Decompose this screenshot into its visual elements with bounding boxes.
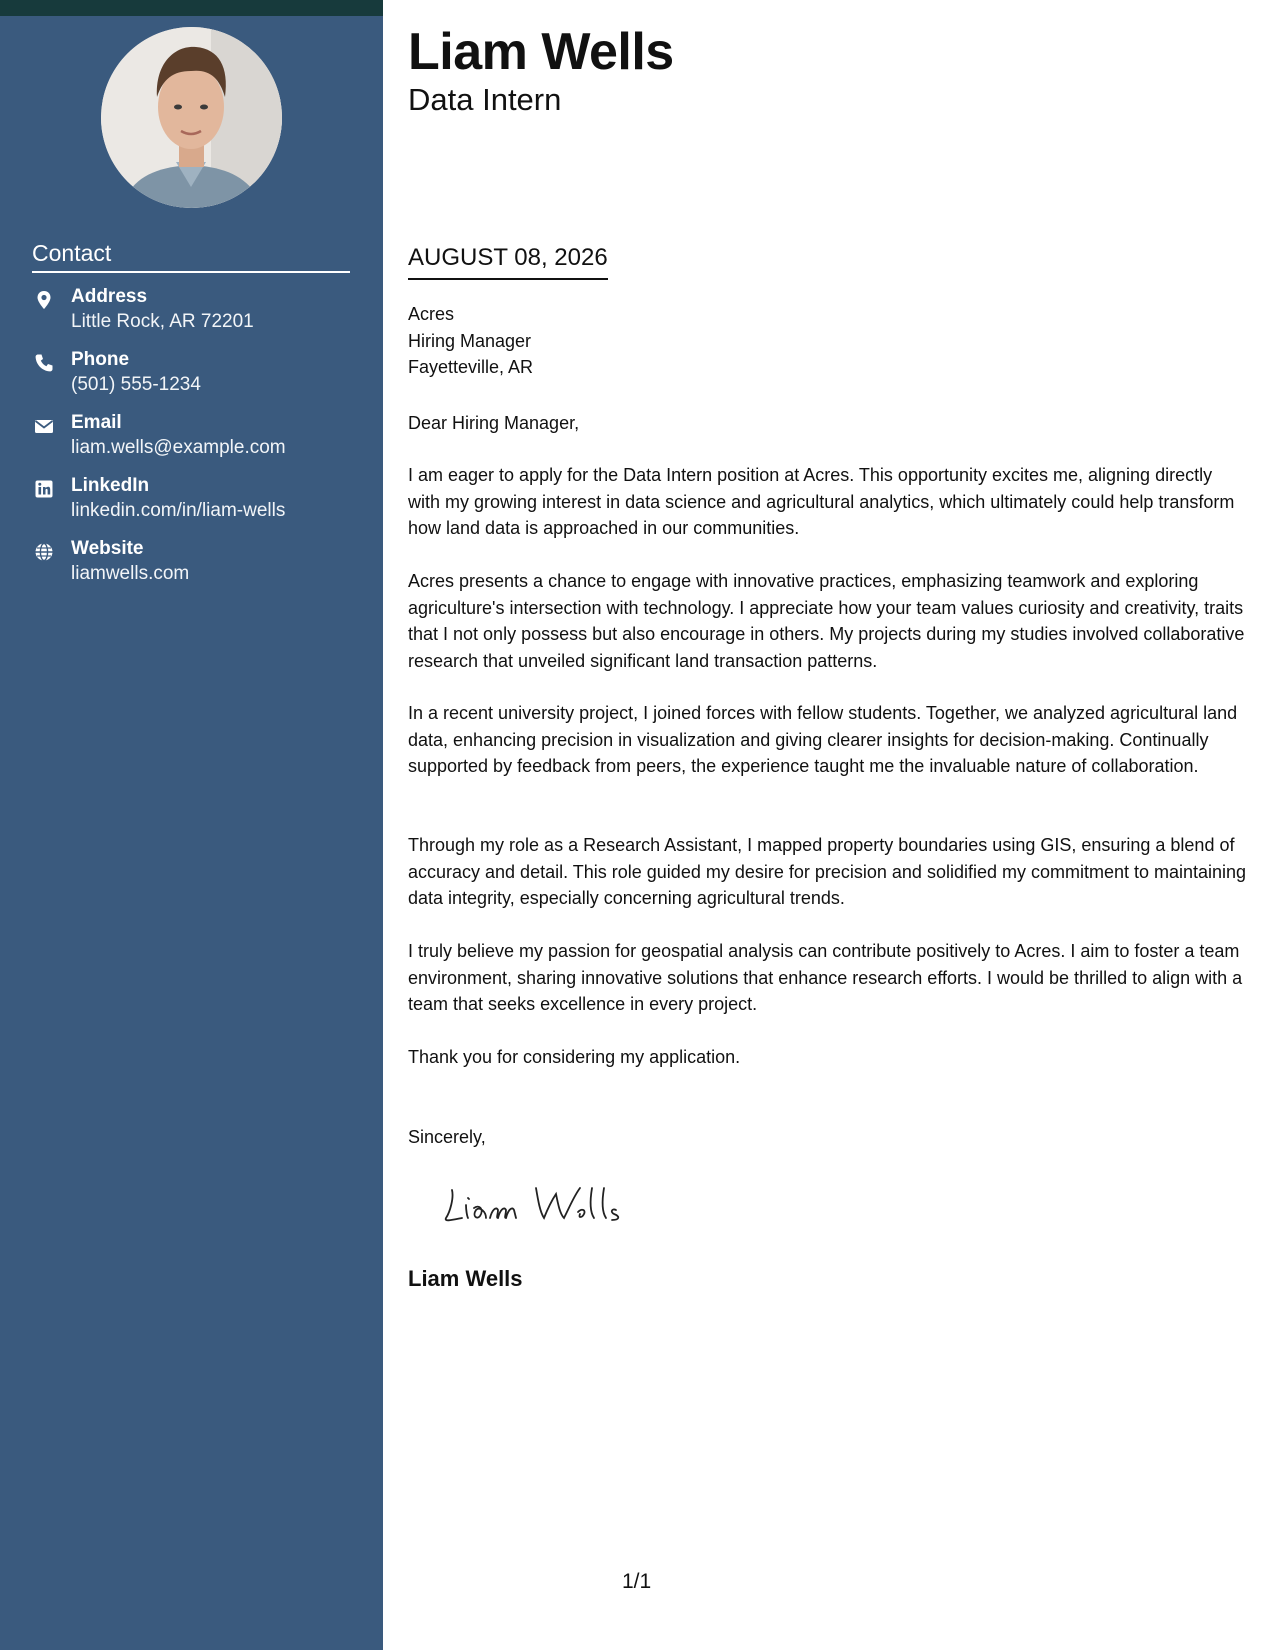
recipient-company: Acres — [408, 304, 455, 324]
contact-label-email: Email — [71, 412, 122, 433]
recipient-location: Fayetteville, AR — [408, 357, 534, 377]
contact-website — [32, 538, 362, 592]
closing: Sincerely, — [408, 1127, 486, 1147]
globe-icon — [34, 542, 54, 562]
applicant-role: Data Intern — [408, 82, 562, 117]
contact-email — [32, 412, 362, 466]
contact-label-phone: Phone — [71, 349, 130, 370]
letter-date: AUGUST 08, 2026 — [408, 244, 608, 280]
thanks-line: Thank you for considering my application. — [408, 1047, 741, 1067]
envelope-icon — [34, 416, 54, 436]
avatar — [101, 27, 282, 208]
paragraph-5: I truly believe my passion for geospatial analysis can contribute positively to Acres. I aim to foster a team environment, sharing innovative solutions that enhance research efforts. I would be thrilled to align with a team that seeks excellence in every project. — [408, 941, 1243, 1014]
contact-phone — [32, 349, 362, 403]
linkedin-icon — [34, 479, 54, 499]
paragraph-3: In a recent university project, I joined forces with fellow students. Together, we analyzed agricultural land data, enhancing precision in visualization and giving clearer insights for decision-making. Continually supported by feedback from peers, the experience taught me the invaluable nature of collaboration. — [408, 703, 1238, 776]
contact-value-linkedin[interactable]: linkedin.com/in/liam-wells — [71, 500, 286, 521]
contact-label-website: Website — [71, 538, 144, 559]
signature-image — [440, 1178, 640, 1228]
paragraph-4: Through my role as a Research Assistant, I mapped property boundaries using GIS, ensuring a blend of accuracy and detail. This role guided my desire for precision and solidified my commitment to maintaining data integrity, especially concerning agricultural trends. — [408, 835, 1247, 908]
paragraph-1: I am eager to apply for the Data Intern position at Acres. This opportunity excites me, aligning directly with my growing interest in data science and agricultural analytics, which ultimately could help transform how land data is approached in our communities. — [408, 465, 1235, 538]
contact-value-address: Little Rock, AR 72201 — [71, 311, 254, 332]
applicant-name: Liam Wells — [408, 23, 674, 81]
contact-address — [32, 286, 362, 340]
contact-value-phone: (501) 555-1234 — [71, 374, 201, 395]
page-number: 1/1 — [622, 1570, 652, 1593]
salutation: Dear Hiring Manager, — [408, 413, 580, 433]
contact-label-address: Address — [71, 286, 148, 307]
phone-icon — [34, 353, 54, 373]
recipient-title: Hiring Manager — [408, 331, 532, 351]
contact-value-website[interactable]: liamwells.com — [71, 563, 190, 584]
paragraph-2: Acres presents a chance to engage with innovative practices, emphasizing teamwork and exploring agriculture's intersection with technology. I appreciate how your team values curiosity and creativity, traits that I not only possess but also encourage in others. My projects during my studies involved collaborative research that unveiled significant land transaction patterns. — [408, 571, 1245, 671]
contact-linkedin — [32, 475, 362, 529]
map-pin-icon — [34, 290, 54, 310]
contact-label-linkedin: LinkedIn — [71, 475, 150, 496]
contact-heading: Contact — [32, 240, 350, 273]
sidebar — [0, 0, 383, 1650]
sidebar-top-bar — [0, 0, 383, 16]
contact-value-email: liam.wells@example.com — [71, 437, 286, 458]
signer-name: Liam Wells — [408, 1266, 523, 1291]
